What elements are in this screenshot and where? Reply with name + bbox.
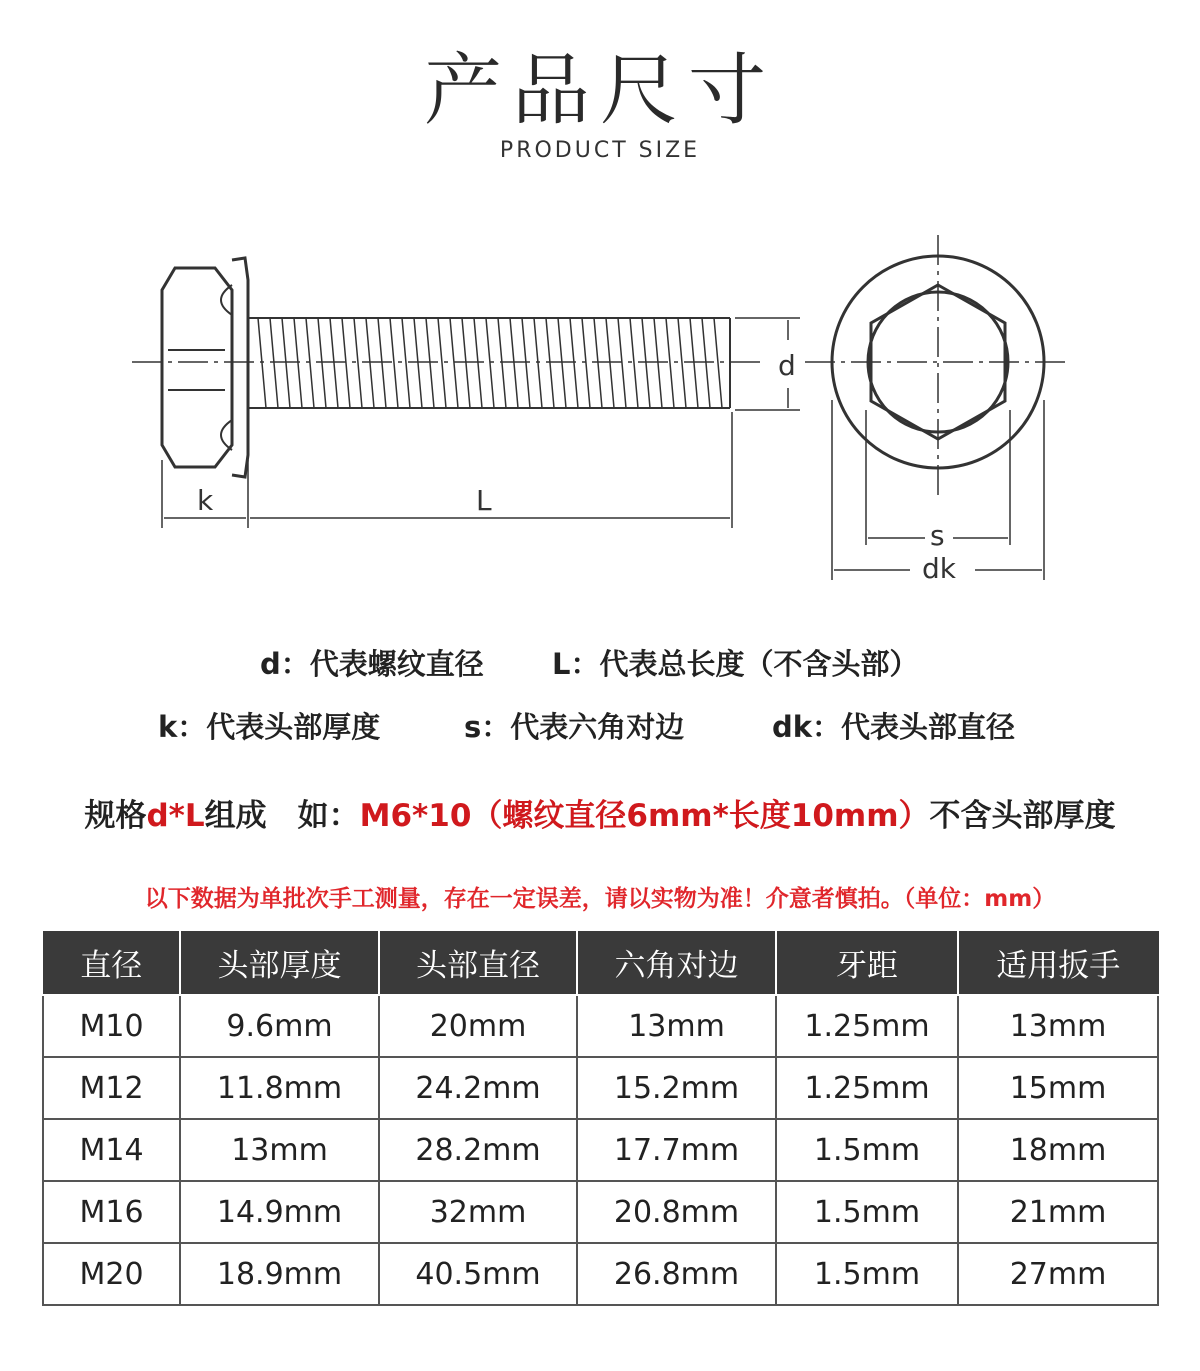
table-cell: M12 xyxy=(43,1057,180,1119)
legend-dk: dk：代表头部直径 xyxy=(772,710,1016,744)
header-head-thickness: 头部厚度 xyxy=(180,931,379,995)
table-cell: 24.2mm xyxy=(379,1057,577,1119)
bolt-shank xyxy=(248,318,730,408)
table-cell: 26.8mm xyxy=(577,1243,776,1305)
table-cell: 15.2mm xyxy=(577,1057,776,1119)
table-cell: 20.8mm xyxy=(577,1181,776,1243)
legend-d: d：代表螺纹直径 xyxy=(260,647,484,681)
table-cell: 21mm xyxy=(958,1181,1158,1243)
table-cell: 9.6mm xyxy=(180,995,379,1057)
table-cell: 1.5mm xyxy=(776,1243,958,1305)
table-cell: 15mm xyxy=(958,1057,1158,1119)
table-cell: 28.2mm xyxy=(379,1119,577,1181)
table-row xyxy=(43,1243,1158,1305)
header-diameter: 直径 xyxy=(43,931,180,995)
bolt-dimension-diagram xyxy=(0,225,1200,605)
page-subtitle: PRODUCT SIZE xyxy=(499,138,701,163)
header-hex-across-flats: 六角对边 xyxy=(577,931,776,995)
table-cell: 1.5mm xyxy=(776,1181,958,1243)
legend-k: k：代表头部厚度 xyxy=(158,710,381,744)
table-cell: M20 xyxy=(43,1243,180,1305)
page-title: 产品尺寸 xyxy=(423,46,776,136)
spec-mid: 组成 如： xyxy=(204,798,360,834)
table-cell: 14.9mm xyxy=(180,1181,379,1243)
spec-prefix: 规格 xyxy=(84,798,147,834)
table-cell: 13mm xyxy=(577,995,776,1057)
label-d: d xyxy=(778,349,796,382)
label-L: L xyxy=(476,484,492,517)
table-cell: 1.25mm xyxy=(776,1057,958,1119)
header-head-diameter: 头部直径 xyxy=(379,931,577,995)
spec-suffix: 不含头部厚度 xyxy=(929,798,1116,834)
legend-L: L：代表总长度（不含头部） xyxy=(552,647,919,681)
table-cell: 13mm xyxy=(180,1119,379,1181)
table-cell: 32mm xyxy=(379,1181,577,1243)
size-table xyxy=(42,931,1159,1306)
bolt-head-side xyxy=(162,258,248,477)
spec-example: M6*10（螺纹直径6mm*长度10mm） xyxy=(359,798,930,834)
table-row xyxy=(43,1119,1158,1181)
table-cell: M16 xyxy=(43,1181,180,1243)
header-wrench-size: 适用扳手 xyxy=(958,931,1158,995)
table-cell: 1.25mm xyxy=(776,995,958,1057)
label-k: k xyxy=(197,484,214,517)
table-cell: 18mm xyxy=(958,1119,1158,1181)
table-cell: 17.7mm xyxy=(577,1119,776,1181)
bolt-head-front xyxy=(805,235,1070,500)
table-row xyxy=(43,1181,1158,1243)
table-row xyxy=(43,1057,1158,1119)
spec-formula: d*L xyxy=(146,798,205,834)
label-dk: dk xyxy=(922,552,956,585)
table-cell: 27mm xyxy=(958,1243,1158,1305)
measurement-note: 以下数据为单批次手工测量，存在一定误差，请以实物为准！介意者慎拍。（单位：mm） xyxy=(144,886,1056,912)
table-cell: 40.5mm xyxy=(379,1243,577,1305)
table-header-row xyxy=(43,931,1158,995)
table-cell: 11.8mm xyxy=(180,1057,379,1119)
table-cell: M10 xyxy=(43,995,180,1057)
table-cell: M14 xyxy=(43,1119,180,1181)
table-row xyxy=(43,995,1158,1057)
spec-description xyxy=(0,790,1200,835)
header-thread-pitch: 牙距 xyxy=(776,931,958,995)
table-cell: 1.5mm xyxy=(776,1119,958,1181)
table-cell: 13mm xyxy=(958,995,1158,1057)
table-cell: 20mm xyxy=(379,995,577,1057)
table-cell: 18.9mm xyxy=(180,1243,379,1305)
legend-s: s：代表六角对边 xyxy=(464,710,685,744)
label-s: s xyxy=(930,519,945,552)
